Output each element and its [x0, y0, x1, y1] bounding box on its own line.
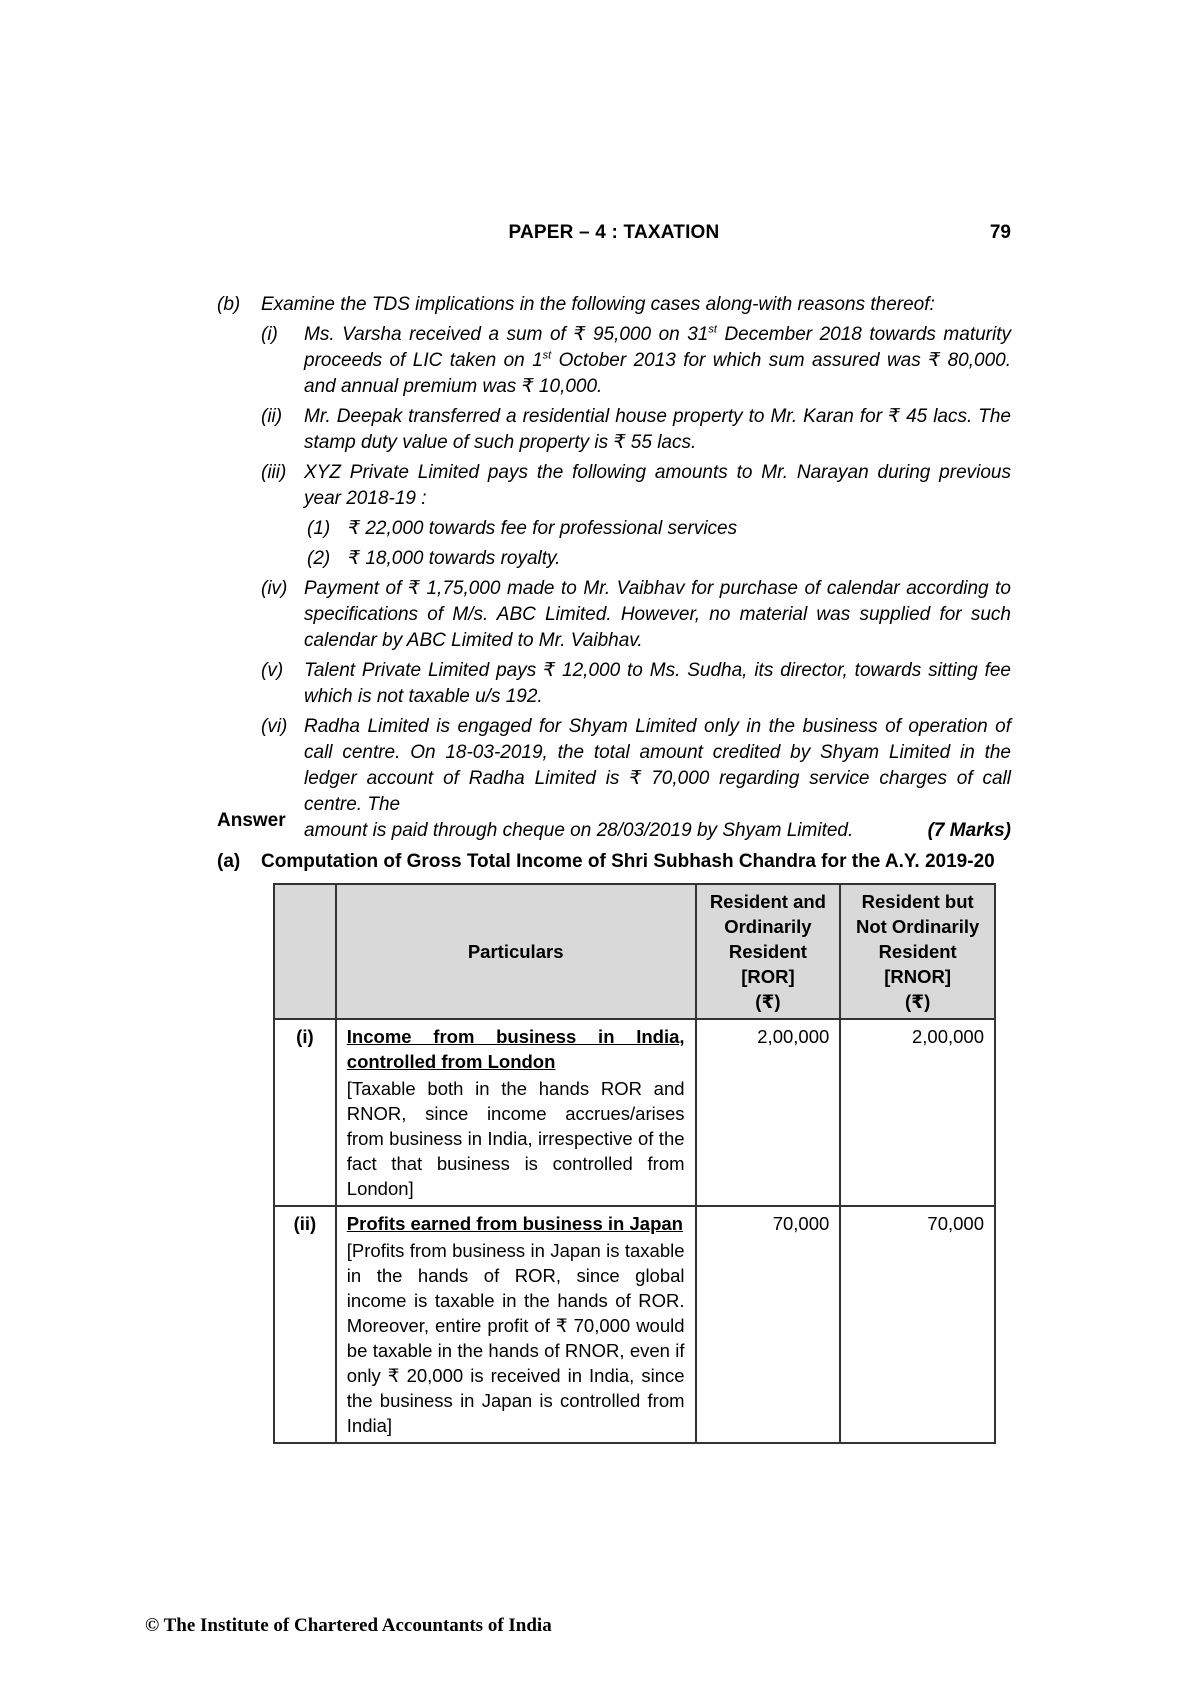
row-particulars: [336, 1206, 696, 1443]
header-serial: [274, 884, 336, 1019]
row-ror-amount: 2,00,000: [696, 1019, 841, 1206]
question-item-ii: [217, 404, 1011, 456]
item-text-part: October 2013 for which sum assured was ₹ 80,000. and annual premium was ₹ 10,000.: [304, 350, 1011, 397]
table-row: [274, 1206, 995, 1443]
question-item-i: [217, 322, 1011, 400]
header-line: Resident and: [709, 891, 826, 912]
answer-heading: Answer: [217, 810, 286, 831]
header-line: Not Ordinarily: [855, 916, 980, 937]
header-line: [RNOR]: [884, 966, 952, 987]
sub-item-text: ₹ 22,000 towards fee for professional services: [348, 518, 738, 539]
table-row: [274, 1019, 995, 1206]
sub-item-1: [217, 516, 1011, 542]
header-line: Ordinarily: [724, 916, 812, 937]
page-header: [217, 222, 1011, 248]
question-label: (b): [217, 294, 241, 315]
row-number: (ii): [274, 1206, 336, 1443]
item-text: [304, 324, 1011, 397]
row-number: (i): [274, 1019, 336, 1206]
question-item-vi: [217, 714, 1011, 844]
header-particulars: Particulars: [336, 884, 696, 1019]
item-text: Mr. Deepak transferred a residential house property to Mr. Karan for ₹ 45 lacs. The stamp duty value of such property is ₹ 55 lacs.: [304, 406, 1011, 453]
sub-item-label: (2): [307, 548, 331, 569]
question-item-v: [217, 658, 1011, 710]
header-line: (₹): [905, 991, 931, 1012]
sub-item-text: ₹ 18,000 towards royalty.: [348, 548, 561, 569]
row-title: Profits earned from business in Japan: [346, 1213, 683, 1234]
header-line: [ROR]: [741, 966, 795, 987]
table-header-row: [274, 884, 995, 1019]
header-line: (₹): [755, 991, 781, 1012]
item-text-part: Ms. Varsha received a sum of ₹ 95,000 on 31: [304, 324, 709, 345]
item-label: (vi): [261, 716, 288, 737]
row-ror-amount: 70,000: [696, 1206, 841, 1443]
header-line: Resident: [878, 941, 957, 962]
item-last-line: [304, 818, 1011, 844]
question-item-iii: [217, 460, 1011, 512]
header-rnor: [840, 884, 995, 1019]
paper-title: PAPER – 4 : TAXATION: [508, 222, 720, 243]
item-label: (ii): [261, 406, 283, 427]
copyright-footer: © The Institute of Chartered Accountants of India: [145, 1615, 552, 1636]
header-line: Resident: [728, 941, 807, 962]
question-item-iv: [217, 576, 1011, 654]
item-label: (v): [261, 660, 284, 681]
item-text: Payment of ₹ 1,75,000 made to Mr. Vaibhav for purchase of calendar according to specifications of M/s. ABC Limited. However, no material was supplied for such calendar by ABC Limited to Mr. Vaibhav.: [304, 578, 1011, 651]
sub-item-2: [217, 546, 1011, 572]
ordinal-suffix: st: [542, 349, 552, 362]
page-number: 79: [989, 222, 1011, 243]
header-ror: [696, 884, 841, 1019]
item-text: XYZ Private Limited pays the following amounts to Mr. Narayan during previous year 2018-19 :: [304, 462, 1011, 509]
row-title: Income from business in India, controlled from London: [346, 1026, 685, 1072]
item-label: (iv): [261, 578, 288, 599]
answer-part-label: (a): [217, 851, 241, 872]
item-label: (iii): [261, 462, 287, 483]
question-intro: [217, 292, 1011, 318]
item-text-end: amount is paid through cheque on 28/03/2019 by Shyam Limited.: [304, 820, 854, 841]
gross-total-income-table: [273, 883, 996, 1444]
marks-label: (7 Marks): [927, 820, 1011, 841]
header-line: Resident but: [861, 891, 974, 912]
row-rnor-amount: 2,00,000: [840, 1019, 995, 1206]
answer-part-title: Computation of Gross Total Income of Shri Subhash Chandra for the A.Y. 2019-20: [261, 851, 995, 872]
row-note: [Profits from business in Japan is taxable in the hands of ROR, since global income is taxable in the hands of ROR. Moreover, entire profit of ₹ 70,000 would be taxable in the hands of RNOR, even if only ₹ 20,000 is received in India, since the business in Japan is controlled from India]: [346, 1240, 685, 1436]
row-particulars: [336, 1019, 696, 1206]
question-intro-text: Examine the TDS implications in the following cases along-with reasons thereof:: [261, 294, 935, 315]
item-text-part: December 2018 towards maturity proceeds of LIC taken on 1: [304, 324, 1011, 371]
ordinal-suffix: st: [708, 323, 717, 336]
sub-item-label: (1): [307, 518, 331, 539]
item-text: Talent Private Limited pays ₹ 12,000 to Ms. Sudha, its director, towards sitting fee which is not taxable u/s 192.: [304, 660, 1011, 707]
row-note: [Taxable both in the hands ROR and RNOR, since income accrues/arises from business in India, irrespective of the fact that business is controlled from London]: [346, 1078, 685, 1199]
item-text: Radha Limited is engaged for Shyam Limited only in the business of operation of call centre. On 18-03-2019, the total amount credited by Shyam Limited in the ledger account of Radha Limited is ₹ 70,000 regarding service charges of call centre. The: [304, 716, 1011, 815]
question-b: [217, 292, 1011, 844]
item-label: (i): [261, 324, 278, 345]
row-rnor-amount: 70,000: [840, 1206, 995, 1443]
